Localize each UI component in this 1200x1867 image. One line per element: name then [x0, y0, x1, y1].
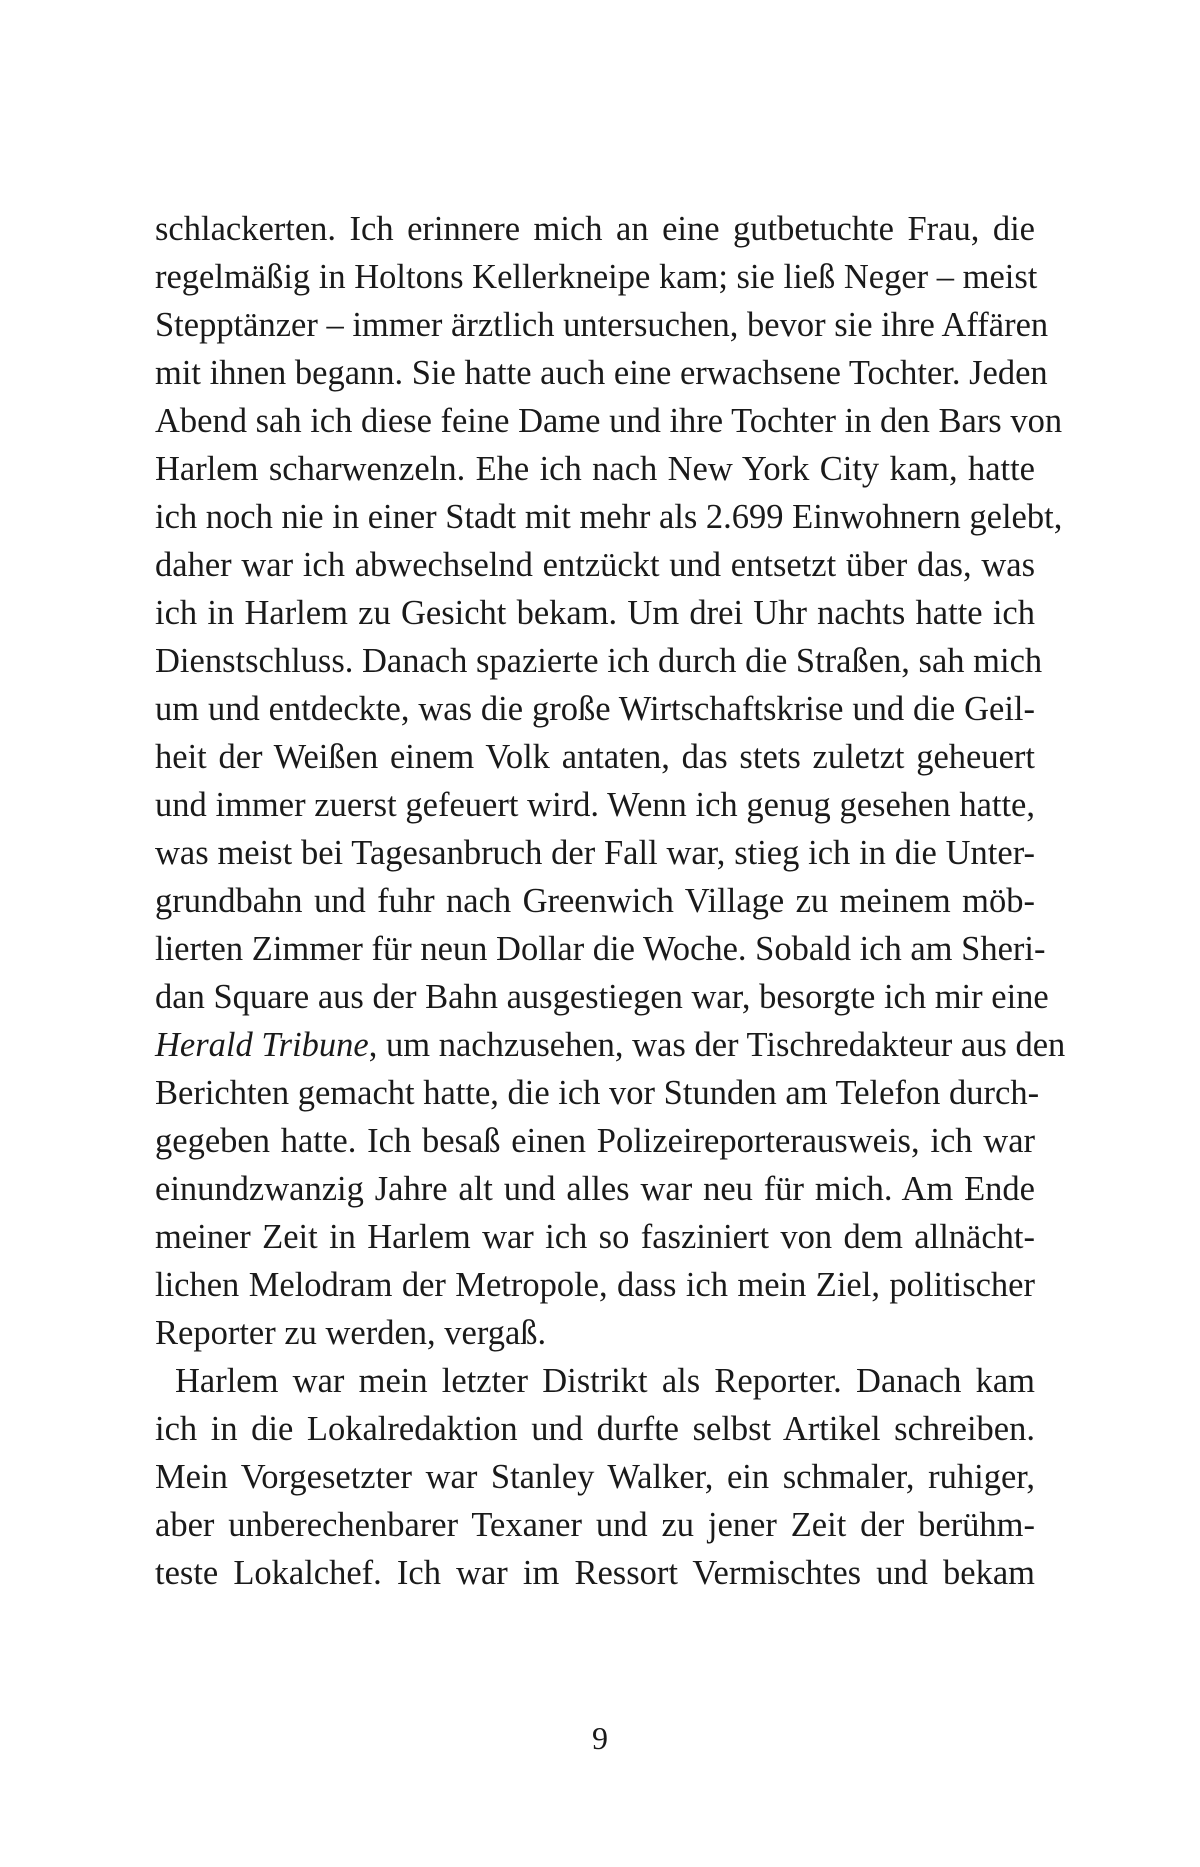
text-line: einundzwanzig Jahre alt und alles war neu für mich. Am Ende — [155, 1170, 1035, 1208]
text-line: heit der Weißen einem Volk antaten, das stets zuletzt geheuert — [155, 738, 1035, 776]
text-line: und immer zuerst gefeuert wird. Wenn ich genug gesehen hatte, — [155, 786, 1035, 824]
text-line: regelmäßig in Holtons Kellerkneipe kam; sie ließ Neger – meist — [155, 258, 1038, 296]
text-line: Harlem scharwenzeln. Ehe ich nach New York City kam, hatte — [155, 450, 1035, 488]
text-line: gegeben hatte. Ich besaß einen Polizeireporterausweis, ich war — [155, 1122, 1035, 1160]
text-line: teste Lokalchef. Ich war im Ressort Vermischtes und bekam — [155, 1554, 1035, 1592]
text-line: daher war ich abwechselnd entzückt und entsetzt über das, was — [155, 546, 1035, 584]
text-line: was meist bei Tagesanbruch der Fall war, stieg ich in die Unter- — [155, 834, 1035, 872]
text-line-paragraph-start: Harlem war mein letzter Distrikt als Reporter. Danach kam — [175, 1362, 1035, 1400]
text-line: ich in die Lokalredaktion und durfte selbst Artikel schreiben. — [155, 1410, 1035, 1448]
text-line: grundbahn und fuhr nach Greenwich Village zu meinem möb- — [155, 882, 1035, 920]
text-line: ich in Harlem zu Gesicht bekam. Um drei Uhr nachts hatte ich — [155, 594, 1035, 632]
text-line: aber unberechenbarer Texaner und zu jener Zeit der berühm- — [155, 1506, 1035, 1544]
text-line: lierten Zimmer für neun Dollar die Woche. Sobald ich am Sheri- — [155, 930, 1046, 968]
text-line-paragraph-end: Reporter zu werden, vergaß. — [155, 1314, 547, 1352]
text-line: um und entdeckte, was die große Wirtschaftskrise und die Geil- — [155, 690, 1035, 728]
text-line: mit ihnen begann. Sie hatte auch eine erwachsene Tochter. Jeden — [155, 354, 1048, 392]
body-text — [155, 205, 1066, 1597]
text-line: Berichten gemacht hatte, die ich vor Stunden am Telefon durch- — [155, 1074, 1040, 1112]
text-line: schlackerten. Ich erinnere mich an eine gutbetuchte Frau, die — [155, 210, 1035, 248]
text-line-with-italic-title — [155, 1021, 1066, 1069]
text-line-rest: , um nachzusehen, was der Tischredakteur aus den — [368, 1026, 1066, 1064]
text-line: lichen Melodram der Metropole, dass ich mein Ziel, politischer — [155, 1266, 1035, 1304]
page-number: 9 — [592, 1720, 608, 1756]
text-line: meiner Zeit in Harlem war ich so fasziniert von dem allnächt- — [155, 1218, 1035, 1256]
text-line: Abend sah ich diese feine Dame und ihre Tochter in den Bars von — [155, 402, 1063, 440]
text-line: Mein Vorgesetzter war Stanley Walker, ein schmaler, ruhiger, — [155, 1458, 1035, 1496]
text-line: Dienstschluss. Danach spazierte ich durch die Straßen, sah mich — [155, 642, 1043, 680]
text-line: ich noch nie in einer Stadt mit mehr als 2.699 Einwohnern gelebt, — [155, 498, 1063, 536]
text-line: Stepptänzer – immer ärztlich untersuchen, bevor sie ihre Affären — [155, 306, 1049, 344]
text-line: dan Square aus der Bahn ausgestiegen war, besorgte ich mir eine — [155, 978, 1049, 1016]
newspaper-title: Herald Tribune — [155, 1026, 369, 1064]
